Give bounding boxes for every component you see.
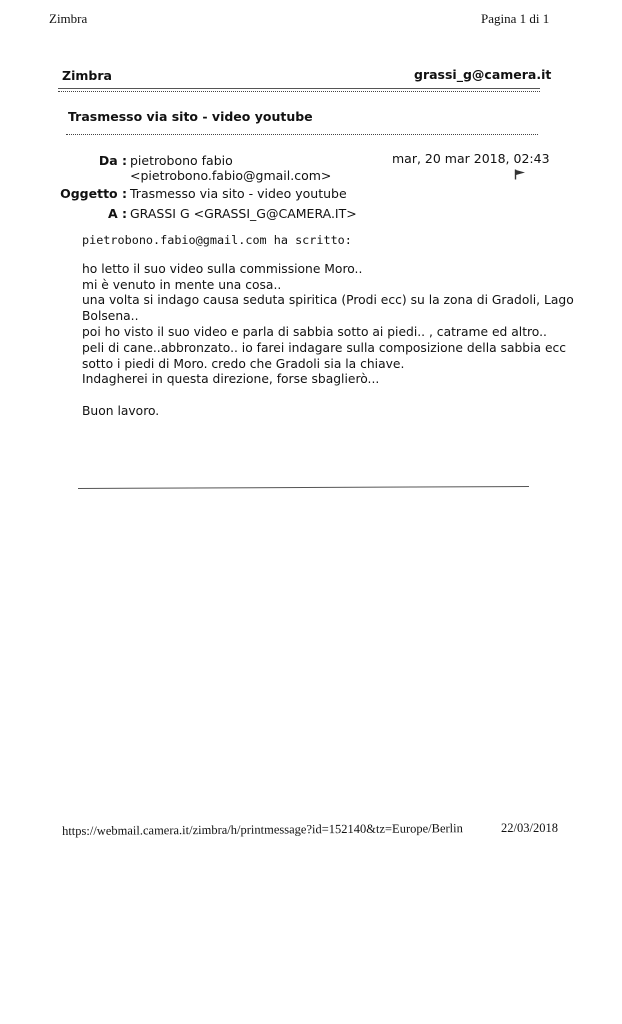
subject-label: Oggetto : (60, 186, 127, 201)
body-line: una volta si indago causa seduta spiritica (Prodi ecc) su la zona di Gradoli, Lago (82, 293, 574, 307)
app-name: Zimbra (62, 68, 112, 83)
header-divider-top (58, 88, 540, 89)
print-header-page-number: Pagina 1 di 1 (481, 11, 550, 26)
body-line: Bolsena.. (82, 309, 139, 323)
title-divider (66, 134, 538, 135)
to-value: GRASSI G <GRASSI_G@CAMERA.IT> (130, 206, 357, 221)
footer-url: https://webmail.camera.it/zimbra/h/printmessage?id=152140&tz=Europe/Berlin (62, 821, 463, 838)
print-header-left: Zimbra (49, 11, 88, 26)
message-end-divider (78, 486, 529, 489)
user-email: grassi_g@camera.it (414, 67, 552, 82)
body-line: Indagherei in questa direzione, forse sbaglierò... (82, 372, 380, 386)
subject-value: Trasmesso via sito - video youtube (130, 186, 347, 201)
message-title: Trasmesso via sito - video youtube (68, 109, 313, 124)
quote-header: pietrobono.fabio@gmail.com ha scritto: (82, 233, 352, 247)
body-line: poi ho visto il suo video e parla di sabbia sotto ai piedi.. , catrame ed altro.. (82, 325, 547, 339)
body-line: ho letto il suo video sulla commissione Moro.. (82, 262, 363, 276)
from-name: pietrobono fabio (130, 153, 233, 168)
body-line: sotto i piedi di Moro. credo che Gradoli sia la chiave. (82, 357, 405, 371)
from-email: <pietrobono.fabio@gmail.com> (130, 168, 332, 183)
footer-date: 22/03/2018 (501, 821, 558, 835)
message-date: mar, 20 mar 2018, 02:43 (392, 151, 550, 166)
to-label: A : (107, 206, 127, 221)
body-line: peli di cane..abbronzato.. io farei indagare sulla composizione della sabbia ecc (82, 341, 567, 355)
signoff: Buon lavoro. (82, 404, 160, 418)
header-divider-bottom (58, 91, 540, 92)
from-label: Da : (98, 153, 127, 168)
body-line: mi è venuto in mente una cosa.. (82, 278, 282, 292)
flag-icon[interactable] (514, 169, 526, 180)
